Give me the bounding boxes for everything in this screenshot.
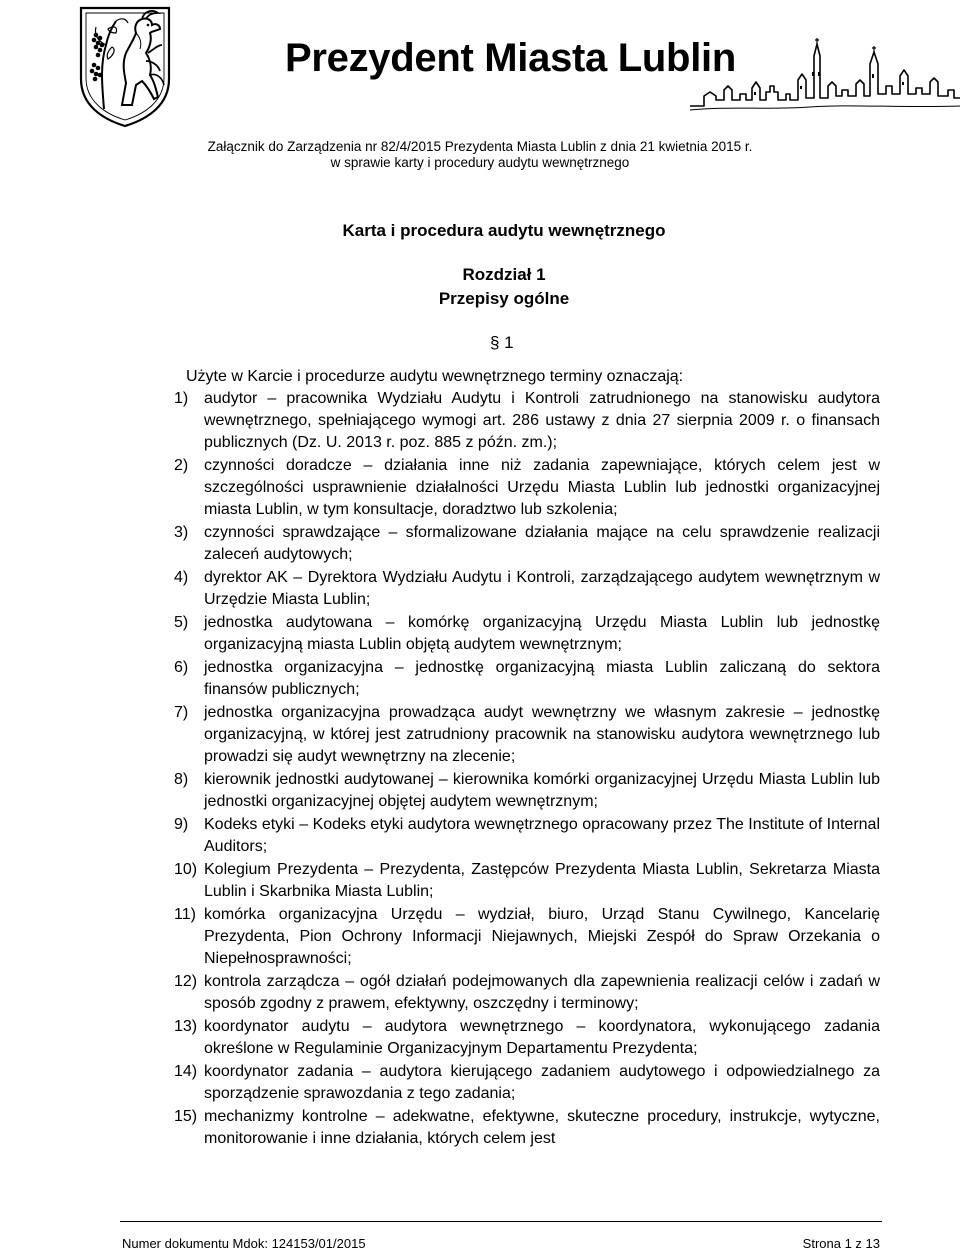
item-number: 1): [174, 390, 189, 407]
list-item: [174, 1106, 880, 1150]
list-item: [174, 657, 880, 701]
list-item: [174, 612, 880, 656]
chapter-title: Przepisy ogólne: [438, 289, 570, 308]
list-item: [174, 971, 880, 1015]
paragraph-mark: § 1: [490, 333, 514, 352]
item-text: czynności sprawdzające – sformalizowane działania mające na celu sprawdzenie realizacji zaleceń audytowych;: [204, 524, 880, 563]
list-item: [174, 1061, 880, 1105]
item-text: czynności doradcze – działania inne niż zadania zapewniające, których celem jest w szczególności usprawnienie działalności Urzędu Miasta Lublin lub jednostki organizacyjnej miasta Lublin, w tym konsultacje, doradztwo lub szkolenia;: [204, 457, 880, 518]
item-text: jednostka organizacyjna prowadząca audyt wewnętrzny we własnym zakresie – jednostkę organizacyjną, w której jest zatrudniony pracownik na stanowisku audytora wewnętrznego lub prowadzi się audyt wewnętrzny na zlecenie;: [204, 704, 880, 765]
city-skyline-icon: [690, 36, 960, 118]
item-number: 12): [174, 973, 198, 990]
item-number: 2): [174, 457, 189, 474]
list-item: [174, 388, 880, 454]
document-number: Numer dokumentu Mdok: 124153/01/2015: [122, 1236, 366, 1251]
item-text: kierownik jednostki audytowanej – kierownika komórki organizacyjnej Urzędu Miasta Lublin lub jednostki organizacyjnej objętej audytem wewnętrznym;: [204, 771, 880, 810]
item-number: 14): [174, 1063, 198, 1080]
item-text: jednostka audytowana – komórkę organizacyjną Urzędu Miasta Lublin lub jednostkę organizacyjną miasta Lublin objętą audytem wewnętrznym;: [204, 614, 880, 653]
item-number: 8): [174, 771, 189, 788]
annex-line-1: Załącznik do Zarządzenia nr 82/4/2015 Prezydenta Miasta Lublin z dnia 21 kwietnia 2015 r.: [207, 139, 753, 154]
item-text: Kolegium Prezydenta – Prezydenta, Zastępców Prezydenta Miasta Lublin, Sekretarza Miasta Lublin i Skarbnika Miasta Lublin;: [204, 861, 880, 900]
document-title: Karta i procedura audytu wewnętrznego: [342, 221, 666, 240]
item-text: mechanizmy kontrolne – adekwatne, efektywne, skuteczne procedury, instrukcje, wytyczne, monitorowanie i inne działania, których celem jest: [204, 1108, 880, 1147]
item-number: 7): [174, 704, 189, 721]
item-text: dyrektor AK – Dyrektora Wydziału Audytu i Kontroli, zarządzającego audytem wewnętrznym w Urzędzie Miasta Lublin;: [204, 569, 880, 608]
item-number: 15): [174, 1108, 198, 1125]
annex-line-2: w sprawie karty i procedury audytu wewnętrznego: [330, 155, 630, 170]
list-item: [174, 904, 880, 970]
list-item: [174, 769, 880, 813]
item-text: komórka organizacyjna Urzędu – wydział, biuro, Urząd Stanu Cywilnego, Kancelarię Prezydenta, Pion Ochrony Informacji Niejawnych, Miejski Zespół do Spraw Orzekania o Niepełnosprawności;: [204, 906, 880, 967]
definitions-list: [174, 388, 880, 1150]
list-item: [174, 522, 880, 566]
list-item: [174, 455, 880, 521]
item-number: 6): [174, 659, 189, 676]
list-item: [174, 1016, 880, 1060]
item-number: 5): [174, 614, 189, 631]
item-text: Kodeks etyki – Kodeks etyki audytora wewnętrznego opracowany przez The Institute of Internal Auditors;: [204, 816, 880, 855]
chapter-number: Rozdział 1: [462, 265, 546, 284]
intro-text: Użyte w Karcie i procedurze audytu wewnętrznego terminy oznaczają:: [186, 368, 684, 385]
item-number: 11): [174, 906, 196, 923]
page-number: Strona 1 z 13: [802, 1236, 880, 1251]
item-number: 3): [174, 524, 189, 541]
footer-divider: [120, 1221, 882, 1222]
item-text: audytor – pracownika Wydziału Audytu i Kontroli zatrudnionego na stanowisku audytora wewnętrznego, spełniającego wymogi art. 286 ustawy z dnia 27 sierpnia 2009 r. o finansach publicznych (Dz. U. 2013 r. poz. 885 z późn. zm.);: [204, 390, 880, 451]
item-text: koordynator zadania – audytora kierującego zadaniem audytowego i odpowiedzialnego za sporządzenie sprawozdania z tego zadania;: [204, 1063, 880, 1102]
item-text: jednostka organizacyjna – jednostkę organizacyjną miasta Lublin zaliczaną do sektora finansów publicznych;: [204, 659, 880, 698]
item-number: 10): [174, 861, 198, 878]
item-text: kontrola zarządcza – ogół działań podejmowanych dla zapewnienia realizacji celów i zadań w sposób zgodny z prawem, efektywny, oszczędny i terminowy;: [204, 973, 880, 1012]
item-number: 9): [174, 816, 189, 833]
list-item: [174, 859, 880, 903]
list-item: [174, 814, 880, 858]
list-item: [174, 702, 880, 768]
list-item: [174, 567, 880, 611]
item-number: 4): [174, 569, 189, 586]
coat-of-arms-goat-icon: [78, 5, 172, 129]
item-text: koordynator audytu – audytora wewnętrznego – koordynatora, wykonującego zadania określone w Regulaminie Organizacyjnym Departamentu Prezydenta;: [204, 1018, 880, 1057]
brand-title: Prezydent Miasta Lublin: [285, 36, 736, 80]
item-number: 13): [174, 1018, 198, 1035]
